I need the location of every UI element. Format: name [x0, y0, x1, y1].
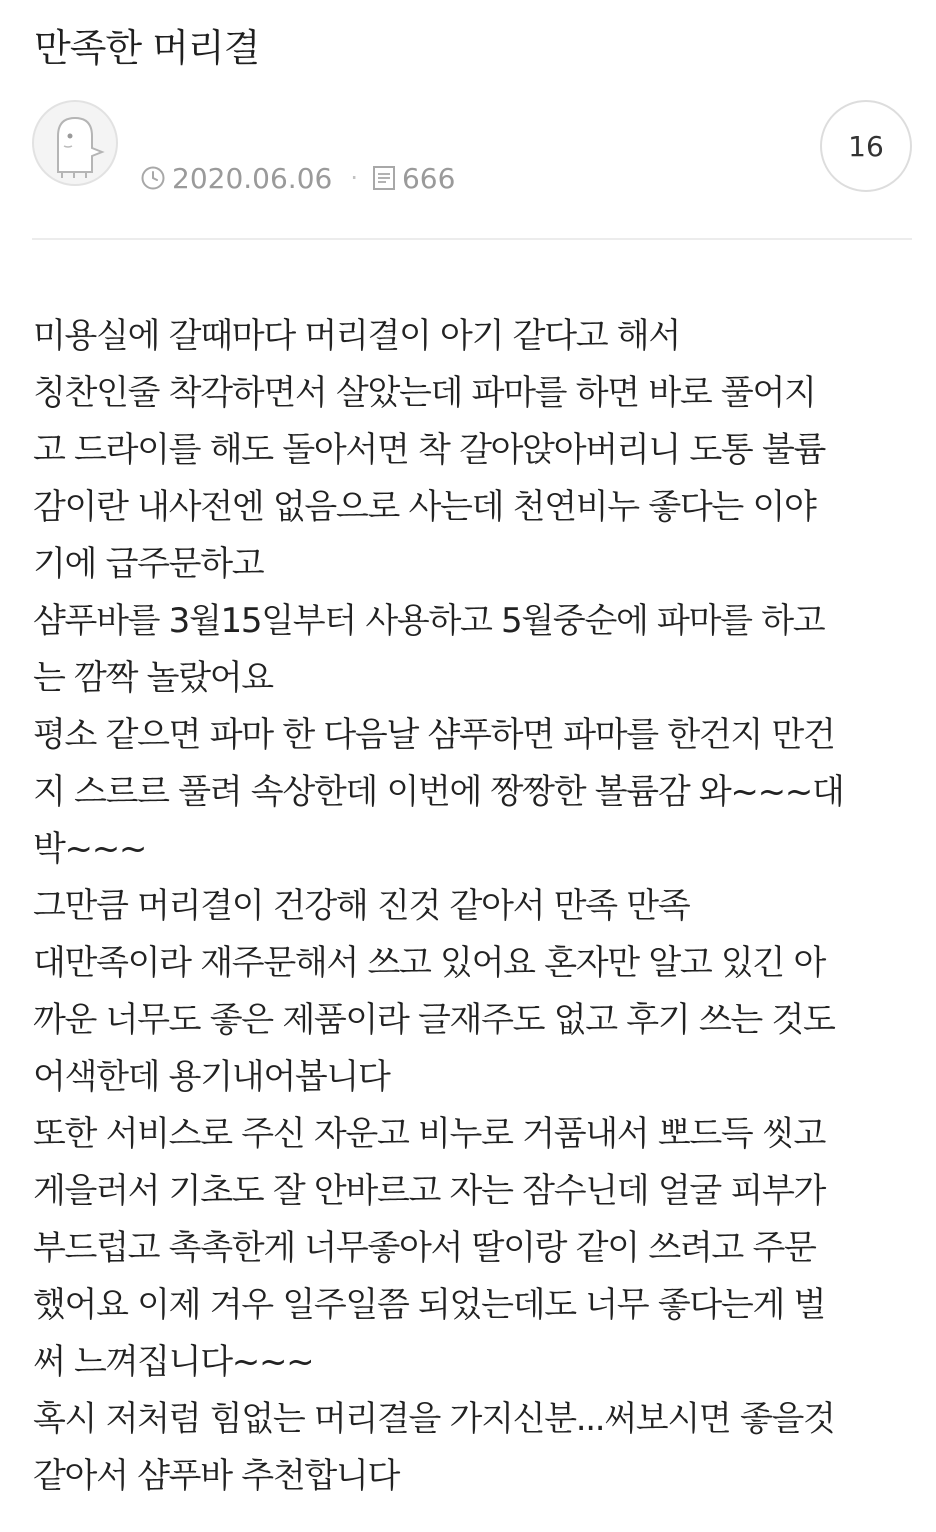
content-line: 그만큼 머리결이 건강해 진것 같아서 만족 만족: [33, 886, 690, 926]
content-line: 감이란 내사전엔 없음으로 사는데 천연비누 좋다는 이야: [33, 487, 816, 527]
content-line: 평소 같으면 파마 한 다음날 샴푸하면 파마를 한건지 만건: [33, 715, 835, 755]
content-line: 칭찬인줄 착각하면서 살았는데 파마를 하면 바로 풀어지: [33, 373, 816, 413]
content-line: 미용실에 갈때마다 머리결이 아기 같다고 해서: [33, 316, 680, 356]
content-line: 고 드라이를 해도 돌아서면 착 갈아앉아버리니 도통 불륨: [33, 430, 826, 470]
content-line: 게을러서 기초도 잘 안바르고 자는 잠수닌데 얼굴 피부가: [33, 1171, 826, 1211]
content-line: 혹시 저처럼 힘없는 머리결을 가지신분...써보시면 좋을것: [33, 1399, 835, 1439]
post-title: 만족한 머리결: [34, 26, 260, 70]
content-line: 또한 서비스로 주신 자운고 비누로 거품내서 뽀드득 씻고: [33, 1114, 826, 1154]
content-line: 는 깜짝 놀랐어요: [33, 658, 273, 698]
content-line: 대만족이라 재주문해서 쓰고 있어요 혼자만 알고 있긴 아: [33, 943, 826, 983]
content-line: 까운 너무도 좋은 제품이라 글재주도 없고 후기 쓰는 것도: [33, 1000, 835, 1040]
post-content: [33, 308, 913, 1505]
content-line: 했어요 이제 겨우 일주일쯤 되었는데도 너무 좋다는게 벌: [33, 1285, 826, 1325]
content-line: 부드럽고 촉촉한게 너무좋아서 딸이랑 같이 쓰려고 주문: [33, 1228, 816, 1268]
clock-icon: [140, 165, 166, 191]
post-date: 2020.06.06: [172, 161, 333, 195]
post-meta: [140, 158, 455, 198]
content-line: 어색한데 용기내어봅니다: [33, 1057, 390, 1097]
content-line: 기에 급주문하고: [33, 544, 264, 584]
content-line: 같아서 샴푸바 추천합니다: [33, 1456, 399, 1496]
content-line: 샴푸바를 3월15일부터 사용하고 5월중순에 파마를 하고: [33, 601, 825, 641]
content-line: 써 느껴집니다~~~: [33, 1342, 314, 1382]
penguin-avatar-icon: [34, 102, 116, 184]
comment-count-button[interactable]: 16: [820, 100, 912, 192]
content-line: 지 스르르 풀려 속상한데 이번에 짱짱한 볼륨감 와~~~대: [33, 772, 844, 812]
author-name[interactable]: [145, 112, 305, 142]
meta-separator: ·: [350, 164, 358, 192]
content-line: 박~~~: [33, 829, 147, 869]
view-count: 666: [401, 161, 456, 195]
author-avatar[interactable]: [32, 100, 118, 186]
document-icon: [372, 165, 396, 191]
header-divider: [32, 238, 912, 240]
